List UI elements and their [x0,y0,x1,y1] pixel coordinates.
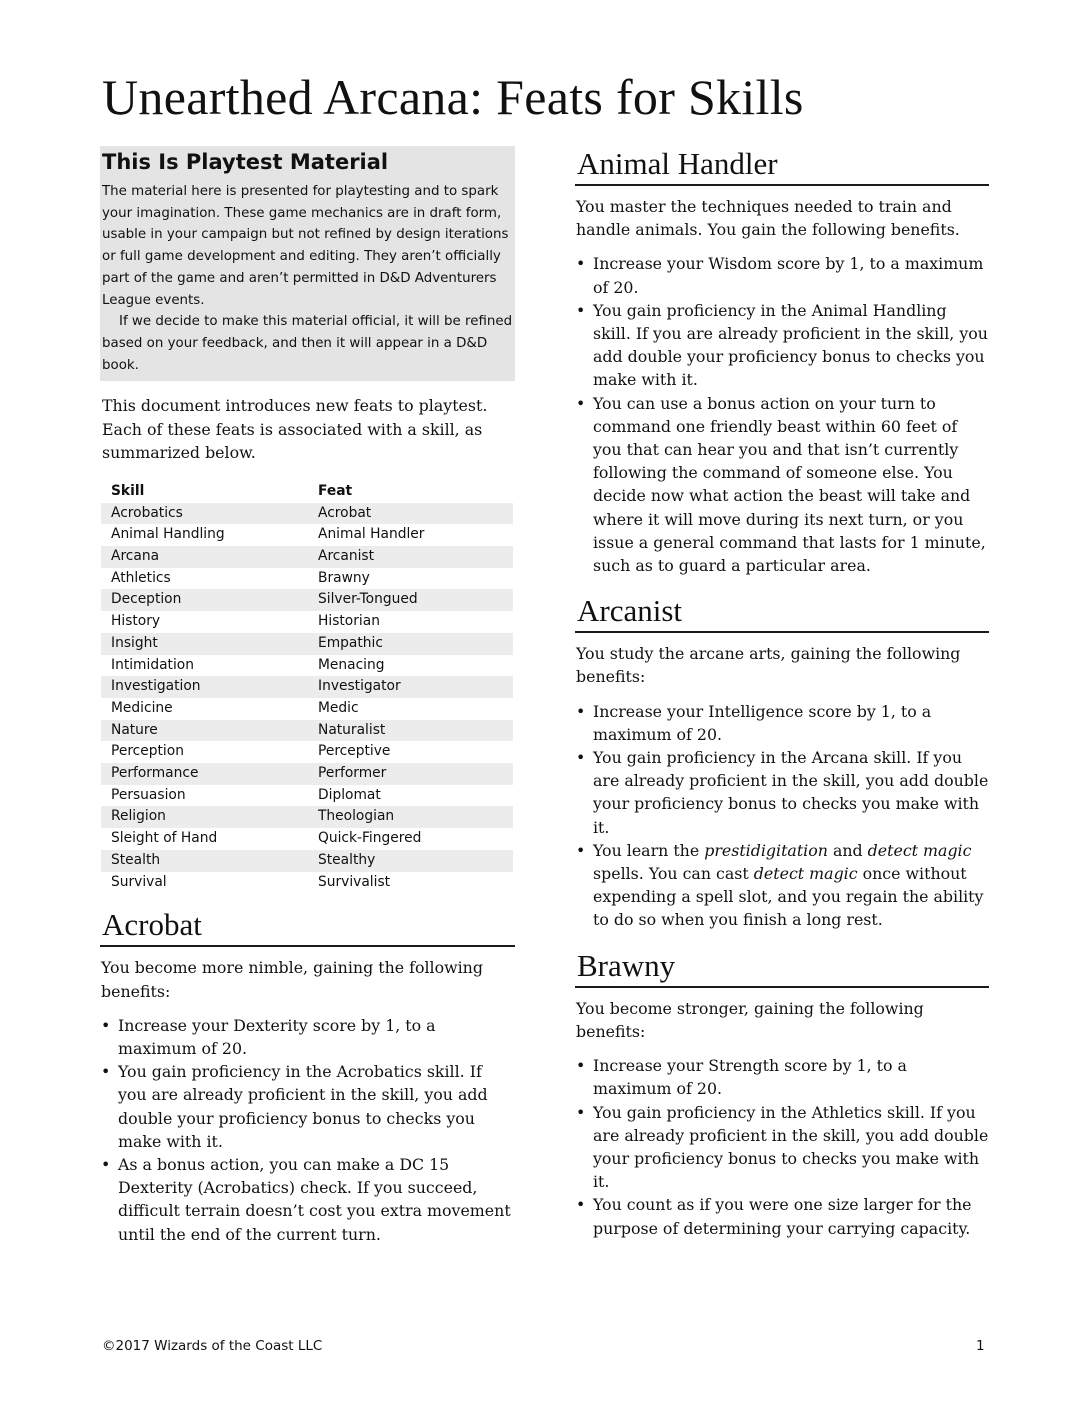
skill-cell: Animal Handling [111,526,225,543]
table-row [101,741,513,763]
skill-cell: Medicine [111,699,173,716]
table-row [101,720,513,742]
table-row [101,546,513,568]
feat-cell: Perceptive [318,743,391,760]
skill-feat-table [101,481,513,893]
list-item: • You gain proficiency in the Arcana skill. If you are already proficient in the skill, you add double your proficiency bonus to checks you make with it. [575,746,989,839]
table-row [101,850,513,872]
skill-cell: History [111,613,161,630]
skill-cell: Sleight of Hand [111,830,218,847]
acrobat-benefits-list [100,1014,515,1246]
table-row [101,785,513,807]
list-item [575,839,989,932]
list-item: • Increase your Dexterity score by 1, to a maximum of 20. [100,1014,515,1060]
sidebar-paragraph-1: The material here is presented for playtesting and to spark your imagination. These game mechanics are in draft form, usable in your campaign but not refined by design iterations or full game development and editing. They aren’t officially part of the game and aren’t permitted in D&D Adventurers League events. [102,184,509,308]
skill-cell: Intimidation [111,656,194,673]
spell-text: spells. You can cast [593,864,754,884]
page-number: 1 [976,1338,985,1354]
list-item: • Increase your Strength score by 1, to a maximum of 20. [575,1054,989,1100]
list-item: • Increase your Intelligence score by 1, to a maximum of 20. [575,700,989,746]
skill-cell: Arcana [111,548,160,565]
animal-handler-benefits-list [575,252,989,577]
footer-copyright: ©2017 Wizards of the Coast LLC [102,1338,323,1354]
skill-cell: Athletics [111,569,171,586]
table-row [101,503,513,525]
table-row [101,676,513,698]
list-item: • Increase your Wisdom score by 1, to a maximum of 20. [575,252,989,298]
skill-cell: Deception [111,591,182,608]
acrobat-description: You become more nimble, gaining the following benefits: [101,958,483,1001]
spell-text: You learn the [593,840,705,860]
list-item: • You gain proficiency in the Animal Handling skill. If you are already proficient in the skill, you add double your proficiency bonus to checks you make with it. [575,299,989,392]
skill-cell: Investigation [111,678,201,695]
table-row [101,589,513,611]
feat-column-header: Feat [318,482,353,499]
skill-cell: Stealth [111,851,161,868]
skill-cell: Acrobatics [111,504,183,521]
table-row [101,655,513,677]
table-row [101,633,513,655]
spell-name: detect magic [753,864,858,884]
list-item: • You can use a bonus action on your turn to command one friendly beast within 60 feet of you that can hear you and that isn’t currently following the command of someone else. You decide now what action the beast will take and where it will move during its next turn, or you issue a general command that lasts for 1 minute, such as to guard a particular area. [575,392,989,578]
brawny-section [575,948,989,1240]
list-item: • As a bonus action, you can make a DC 15 Dexterity (Acrobatics) check. If you succeed, difficult terrain doesn’t cost you extra movement until the end of the current turn. [100,1153,515,1246]
skill-cell: Performance [111,765,199,782]
feat-cell: Arcanist [318,548,375,565]
list-item: • You gain proficiency in the Acrobatics skill. If you are already proficient in the skill, you add double your proficiency bonus to checks you make with it. [100,1060,515,1153]
spell-name: detect magic [867,840,972,860]
feat-cell: Naturalist [318,721,386,738]
feat-cell: Diplomat [318,786,381,803]
brawny-heading: Brawny [575,948,989,988]
table-row [101,828,513,850]
feat-cell: Menacing [318,656,385,673]
list-item: • You gain proficiency in the Athletics skill. If you are already proficient in the skill, you add double your proficiency bonus to checks you make with it. [575,1101,989,1194]
animal-handler-description: You master the techniques needed to train and handle animals. You gain the following benefits. [576,197,960,240]
feat-cell: Performer [318,765,387,782]
table-row [101,524,513,546]
feat-cell: Survivalist [318,873,391,890]
feat-cell: Silver-Tongued [318,591,418,608]
table-row [101,806,513,828]
acrobat-section [100,907,515,1245]
feat-cell: Acrobat [318,504,372,521]
sidebar-paragraph-2: If we decide to make this material official, it will be refined based on your feedback, and then it will appear in a D&D book. [102,314,513,373]
skill-cell: Religion [111,808,166,825]
arcanist-description: You study the arcane arts, gaining the following benefits: [576,644,961,687]
feat-cell: Investigator [318,678,401,695]
skill-cell: Persuasion [111,786,186,803]
skill-column-header: Skill [111,482,145,499]
acrobat-heading: Acrobat [100,907,515,947]
spell-text: once without expending a spell slot, and you regain the ability to do so when you finish a long rest. [593,864,984,930]
left-column [100,146,515,1246]
skill-cell: Nature [111,721,158,738]
skill-cell: Perception [111,743,184,760]
feat-cell: Theologian [318,808,395,825]
spell-text: and [827,840,868,860]
arcanist-benefits-list [575,700,989,932]
feat-cell: Stealthy [318,851,376,868]
playtest-sidebar [100,146,515,381]
table-row [101,611,513,633]
spell-name: prestidigitation [704,840,828,860]
table-row [101,698,513,720]
feat-cell: Brawny [318,569,370,586]
skill-cell: Insight [111,634,158,651]
table-row [101,763,513,785]
feat-cell: Empathic [318,634,383,651]
feat-cell: Quick-Fingered [318,830,422,847]
animal-handler-section [575,146,989,577]
skill-cell: Survival [111,873,167,890]
page-title: Unearthed Arcana: Feats for Skills [102,69,804,125]
brawny-benefits-list [575,1054,989,1240]
sidebar-title: This Is Playtest Material [102,150,389,174]
feat-cell: Historian [318,613,380,630]
feat-cell: Medic [318,699,359,716]
animal-handler-heading: Animal Handler [575,146,989,186]
table-row [101,872,513,894]
right-column [575,146,989,1240]
brawny-description: You become stronger, gaining the following benefits: [576,998,924,1041]
table-row [101,568,513,590]
arcanist-heading: Arcanist [575,593,989,633]
list-item: • You count as if you were one size larger for the purpose of determining your carrying capacity. [575,1193,989,1239]
feat-cell: Animal Handler [318,526,425,543]
table-header-row [101,481,513,503]
intro-paragraph: This document introduces new feats to playtest. Each of these feats is associated with a skill, as summarized below. [102,396,488,462]
arcanist-section [575,593,989,931]
